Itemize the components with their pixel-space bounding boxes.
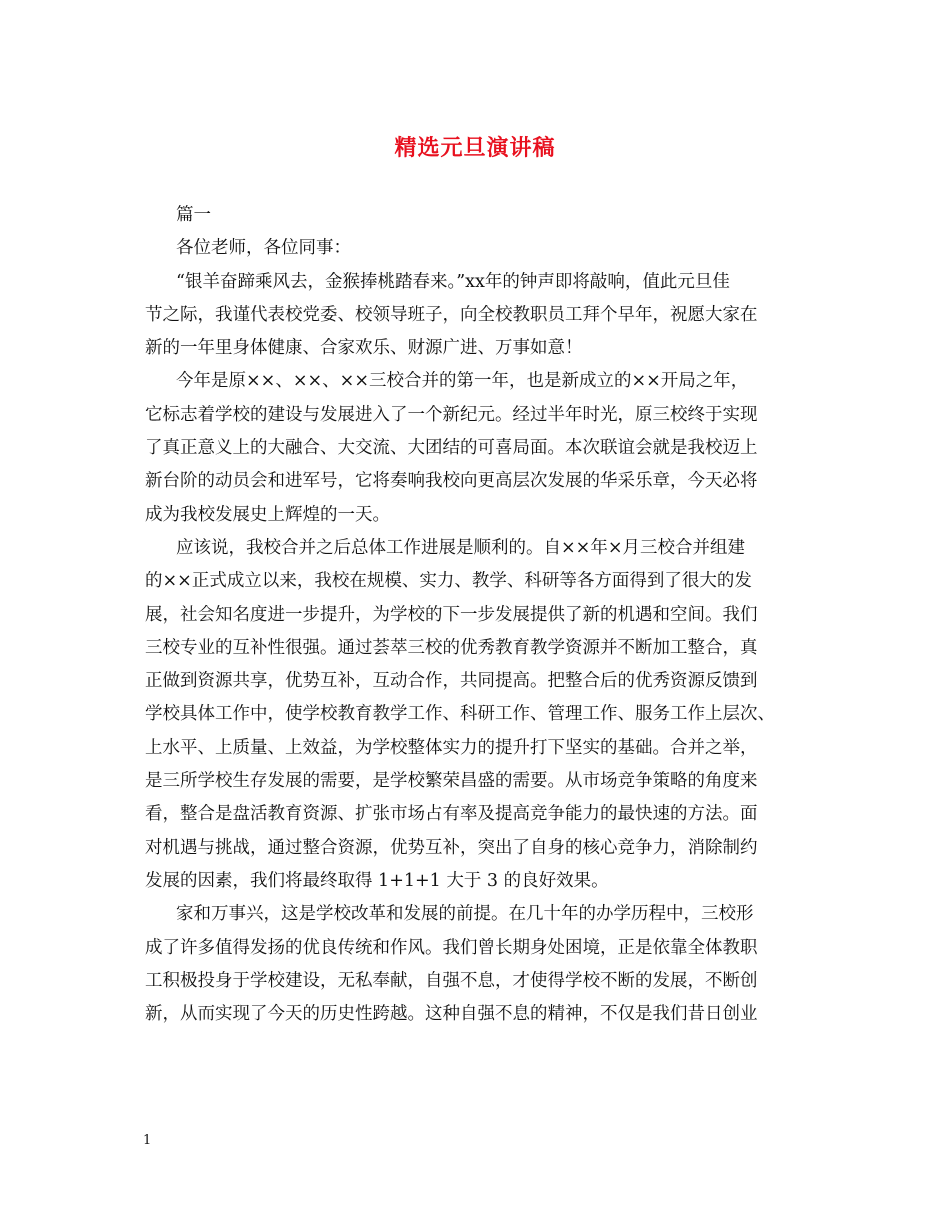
text-line: 家和万事兴，这是学校改革和发展的前提。在几十年的办学历程中，三校形 [176,904,754,925]
text-line: 了真正意义上的大融合、大交流、大团结的可喜局面。本次联谊会就是我校迈上 [145,438,758,459]
text-line: 应该说，我校合并之后总体工作进展是顺利的。自××年×月三校合并组建 [176,537,745,558]
text-line: 篇一 [176,205,211,225]
document-body [145,199,810,1031]
text-line: 新，从而实现了今天的历史性跨越。这种自强不息的精神，不仅是我们昔日创业 [145,1004,758,1025]
document-title: 精选元旦演讲稿 [394,135,556,161]
text-line: 新台阶的动员会和进军号，它将奏响我校向更高层次发展的华采乐章，今天必将 [145,471,758,492]
text-line: 看，整合是盘活教育资源、扩张市场占有率及提高竞争能力的最快速的方法。面 [145,804,758,825]
text-line: 成了许多值得发扬的优良传统和作风。我们曾长期身处困境，正是依靠全体教职 [145,937,758,958]
text-line: 学校具体工作中，使学校教育教学工作、科研工作、管理工作、服务工作上层次、 [145,704,775,725]
text-line: 今年是原××、××、××三校合并的第一年，也是新成立的××开局之年， [176,371,749,392]
text-line: “银羊奋蹄乘风去，金猴捧桃踏春来。”xx年的钟声即将敲响，值此元旦佳 [176,271,730,292]
text-line: 各位老师，各位同事： [176,238,351,259]
text-line: 上水平、上质量、上效益，为学校整体实力的提升打下坚实的基础。合并之举， [145,737,758,758]
page-number: 1 [143,1133,152,1148]
text-line: 它标志着学校的建设与发展进入了一个新纪元。经过半年时光，原三校终于实现 [145,404,758,425]
text-line: 展，社会知名度进一步提升，为学校的下一步发展提供了新的机遇和空间。我们 [145,604,758,625]
text-line: 是三所学校生存发展的需要，是学校繁荣昌盛的需要。从市场竞争策略的角度来 [145,771,758,792]
text-line: 正做到资源共享，优势互补，互动合作，共同提高。把整合后的优秀资源反馈到 [145,671,758,692]
text-line: 新的一年里身体健康、合家欢乐、财源广进、万事如意！ [145,338,583,359]
text-line: 成为我校发展史上辉煌的一天。 [145,504,390,525]
text-line: 的××正式成立以来，我校在规模、实力、教学、科研等各方面得到了很大的发 [145,571,752,592]
text-line: 发展的因素，我们将最终取得 1+1+1 大于 3 的良好效果。 [145,870,609,891]
text-line: 节之际，我谨代表校党委、校领导班子，向全校教职员工拜个早年，祝愿大家在 [145,304,758,325]
text-line: 对机遇与挑战，通过整合资源，优势互补，突出了自身的核心竞争力，消除制约 [145,837,758,858]
text-line: 工积极投身于学校建设，无私奉献，自强不息，才使得学校不断的发展，不断创 [145,970,758,991]
text-line: 三校专业的互补性很强。通过荟萃三校的优秀教育教学资源并不断加工整合，真 [145,637,758,658]
